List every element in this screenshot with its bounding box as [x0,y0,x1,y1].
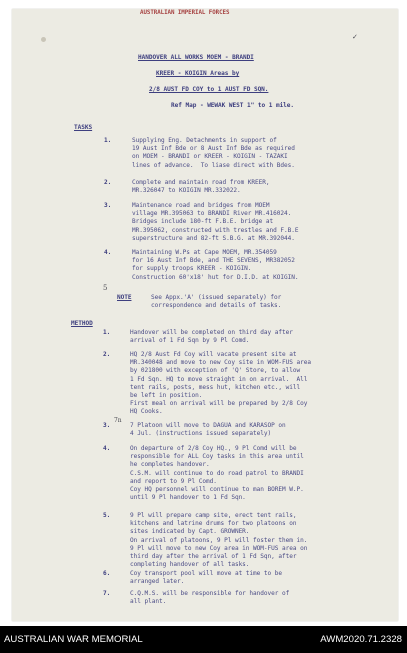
method-item-number: 1. [103,329,111,336]
note-line-2: correspondence and details of tasks. [151,302,282,309]
tasks-item-line: MR.326047 to KOIGIN MR.332022. [132,187,241,195]
tasks-item-line: Bridges include 180-ft F.B.E. bridge at [132,218,274,226]
method-item-line: arrival of 1 Fd Sqn by 9 Pl Comd. [130,337,250,345]
note-line-1: See Appx.'A' (issued separately) for [151,294,282,301]
tasks-item-line: for 16 Aust Inf Bde, and THE SEVENS, MR382052 [132,257,295,265]
method-item-number: 4. [103,445,111,452]
method-item-number: 7. [103,590,111,597]
tasks-item-number: 3. [104,202,112,209]
tasks-item-line: MR.395062, constructed with trestles and F.B.E [132,226,299,234]
method-item-line: sites indicated by Capt. GROWNER. [130,528,250,536]
tasks-item-line: on MOEM - BRANDI or KREER - KOIGIN - TAZAKI [132,153,288,161]
punch-hole-mark [41,37,46,42]
method-item-line: he completes handover. [130,461,210,469]
method-item-line: 9 Pl will prepare camp site, erect tent rails, [130,512,297,519]
title-line-2: KREER - KOIGIN Areas by [156,70,240,77]
method-item-line: First meal on arrival will be prepared by 2/8 Coy [130,400,308,408]
method-item-line: MR.340048 and move to new Coy site in WOM-FUS area [130,359,311,367]
pencil-tick: ✓ [352,33,358,41]
archive-name: AUSTRALIAN WAR MEMORIAL [4,634,143,645]
method-item-line: and report to 9 Pl Comd. [130,477,217,485]
method-item-line: kitchens and latrine drums for two platoons on [130,520,297,528]
method-item-number: 6. [103,570,111,577]
method-item-line: completing handover of all tasks. [130,561,250,569]
title-line-1: HANDOVER ALL WORKS MOEM - BRANDI [138,54,254,61]
tasks-item-line: Complete and maintain road from KREER, [132,179,270,186]
method-item-line: tent rails, posts, mess hut, kitchen etc., will [130,383,301,391]
method-item-line: arranged later. [130,578,185,586]
tasks-item-number: 1. [104,137,112,144]
method-item-line: until 9 Pl handover to 1 Fd Sqn. [130,494,246,502]
tasks-item-line: Maintaining W.Ps at Cape MOEM, MR.354059 [132,249,277,256]
document-page [12,9,398,621]
pencil-note-7n: 7n [114,417,122,424]
tasks-item-number: 2. [104,179,112,186]
tasks-item-line: village MR.395063 to BRANDI River MR.416024. [132,210,292,218]
method-item-number: 3. [103,422,111,429]
method-item-line: 1 Fd Sqn. HQ to move straight in on arrival. All [130,375,308,383]
method-item-line: Coy transport pool will move at time to be [130,570,282,577]
method-item-line: 4 Jul. (instructions issued separately) [130,430,272,438]
method-heading: METHOD [71,320,93,327]
tasks-item-line: superstructure and 82-ft S.B.G. at MR.392044. [132,234,295,242]
method-item-line: 9 Pl will move to new Coy area in WOM-FUS area on [130,544,308,552]
method-item-line: On departure of 2/8 Coy HQ., 9 Pl Comd will be [130,445,297,452]
note-label: NOTE [117,294,132,301]
method-item-number: 5. [103,512,111,519]
classification-header: AUSTRALIAN IMPERIAL FORCES [140,10,230,16]
method-item-line: 7 Platoon will move to DAGUA and KARASOP on [130,422,286,429]
pencil-note-5: 5 [103,284,108,292]
method-item-line: by 021800 with exception of 'Q' Store, to allow [130,367,301,375]
tasks-item-line: Maintenance road and bridges from MOEM [132,202,270,209]
method-item-line: Handover will be completed on third day after [130,329,293,336]
title-line-3: 2/8 AUST FD COY to 1 AUST FD SQN. [149,86,269,93]
tasks-heading: TASKS [74,124,93,131]
archive-reference: AWM2020.71.2328 [320,634,402,645]
method-item-line: be left in position. [130,392,203,399]
method-item-line: third day after the arrival of 1 Fd Sqn, after [130,553,297,560]
method-item-line: C.Q.M.S. will be responsible for handover of [130,590,290,597]
tasks-item-line: for supply troops KREER - KOIGIN. [132,265,252,273]
method-item-line: responsible for ALL Coy tasks in this area until [130,453,304,461]
archive-footer-bar [0,626,407,653]
tasks-item-line: Construction 60'x18' hut for D.I.D. at KOIGIN. [132,273,299,281]
method-item-line: Coy HQ personnel will continue to man BOREM W.P. [130,486,304,493]
title-ref-map: Ref Map - WEWAK WEST 1" to 1 mile. [171,102,295,109]
method-item-line: C.S.M. will continue to do road patrol to BRANDI [130,469,304,477]
method-item-line: HQ 2/8 Aust Fd Coy will vacate present site at [130,351,297,358]
tasks-item-line: lines of advance. To liase direct with Bdes. [132,161,295,169]
method-item-line: HQ Cooks. [130,408,163,416]
tasks-item-line: 19 Aust Inf Bde or 8 Aust Inf Bde as required [132,145,295,153]
method-item-number: 2. [103,351,111,358]
tasks-item-number: 4. [104,249,112,256]
method-item-line: On arrival of platoons, 9 Pl will foster them in. [130,536,308,544]
method-item-line: all plant. [130,598,167,606]
tasks-item-line: Supplying Eng. Detachments in support of [132,137,277,144]
